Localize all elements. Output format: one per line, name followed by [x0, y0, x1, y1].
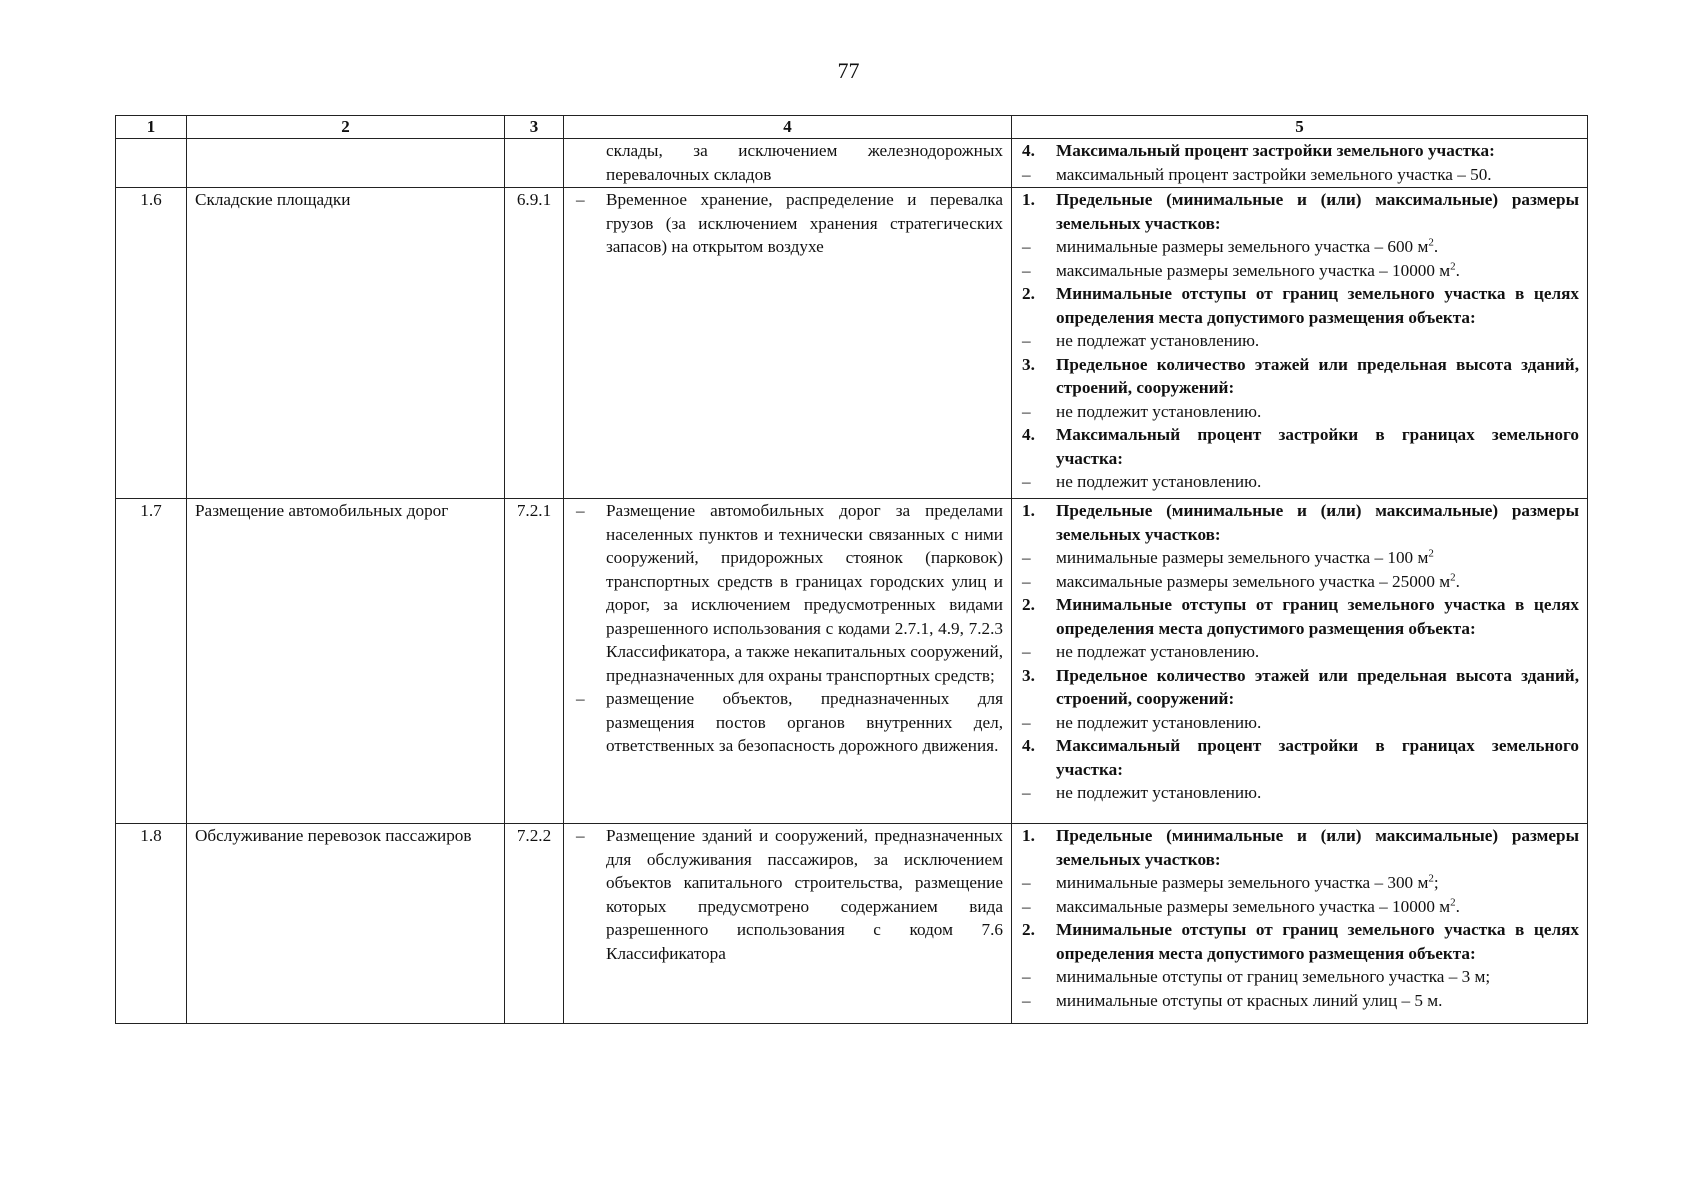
parameter-heading — [1020, 139, 1579, 163]
use-code: 7.2.2 — [505, 824, 564, 1024]
row-number: 1.7 — [116, 499, 187, 824]
header-row — [116, 116, 1588, 139]
parameter-heading — [1020, 423, 1579, 470]
parameter-value — [1020, 640, 1579, 664]
dash-marker: – — [1022, 642, 1031, 661]
parameter-heading — [1020, 188, 1579, 235]
description-list — [572, 499, 1003, 758]
description-item — [572, 499, 1003, 687]
number-marker: 3. — [1022, 665, 1035, 685]
number-marker: 3. — [1022, 354, 1035, 374]
superscript: 2 — [1428, 236, 1434, 249]
number-marker: 2. — [1022, 284, 1035, 303]
dash-marker: – — [576, 501, 585, 520]
parameter-text: не подлежит установлению. — [1056, 401, 1262, 421]
superscript: 2 — [1428, 872, 1434, 885]
use-name: Складские площадки — [187, 188, 505, 499]
parameter-heading — [1020, 664, 1579, 711]
number-marker: 2. — [1022, 920, 1035, 939]
superscript: 2 — [1428, 547, 1434, 560]
table-row — [116, 499, 1588, 824]
number-marker: 2. — [1022, 595, 1035, 614]
parameter-heading — [1020, 824, 1579, 871]
parameter-value — [1020, 965, 1579, 989]
number-marker: 1. — [1022, 826, 1035, 845]
dash-marker: – — [576, 826, 585, 845]
use-name: Размещение автомобильных дорог — [187, 499, 505, 824]
parameter-text: минимальные отступы от красных линий улиц – 5 м. — [1056, 990, 1443, 1010]
row-number: 1.6 — [116, 188, 187, 499]
description-text: размещение объектов, предназначенных для размещения постов органов внутренних дел, ответственных за безопасность дорожного движения. — [606, 689, 1003, 755]
row-number — [116, 139, 187, 188]
parameters — [1012, 139, 1588, 188]
parameter-text: Предельное количество этажей или предельная высота зданий, строений, сооружений: — [1056, 665, 1579, 708]
parameters — [1012, 188, 1588, 499]
use-description — [564, 188, 1012, 499]
superscript: 2 — [1450, 570, 1456, 583]
zoning-table — [115, 115, 1588, 1024]
table-row — [116, 139, 1588, 188]
header-col-2: 2 — [187, 116, 505, 139]
page-number: 77 — [837, 58, 860, 83]
dash-marker: – — [1022, 967, 1031, 986]
dash-marker: – — [1022, 896, 1031, 916]
parameter-text: минимальные размеры земельного участка – 300 м — [1056, 873, 1429, 892]
parameter-value — [1020, 259, 1579, 283]
use-description — [564, 824, 1012, 1024]
dash-marker: – — [1022, 164, 1031, 184]
dash-marker: – — [576, 190, 585, 209]
parameter-tail: . — [1455, 896, 1460, 916]
parameters — [1012, 499, 1588, 824]
description-item — [572, 687, 1003, 758]
use-code: 6.9.1 — [505, 188, 564, 499]
parameter-text: Минимальные отступы от границ земельного участка в целях определения места допустимого размещения объекта: — [1056, 920, 1579, 963]
parameter-text: Минимальные отступы от границ земельного участка в целях определения места допустимого размещения объекта: — [1056, 595, 1579, 638]
parameter-value — [1020, 546, 1579, 570]
dash-marker: – — [1022, 873, 1031, 892]
parameter-text: максимальный процент застройки земельного участка – 50. — [1056, 164, 1492, 184]
number-marker: 1. — [1022, 190, 1035, 209]
parameter-value — [1020, 329, 1579, 353]
parameter-text: максимальные размеры земельного участка – 25000 м — [1056, 571, 1451, 591]
header-col-4: 4 — [564, 116, 1012, 139]
dash-marker: – — [1022, 472, 1031, 491]
parameter-text: не подлежит установлению. — [1056, 712, 1262, 732]
number-marker: 4. — [1022, 736, 1035, 755]
dash-marker: – — [1022, 401, 1031, 421]
description-list — [572, 824, 1003, 965]
parameter-text: Предельные (минимальные и (или) максимальные) размеры земельных участков: — [1056, 826, 1579, 869]
parameter-heading — [1020, 499, 1579, 546]
parameter-value — [1020, 781, 1579, 805]
dash-marker: – — [1022, 237, 1031, 256]
parameter-value — [1020, 989, 1579, 1013]
parameter-text: не подлежит установлению. — [1056, 783, 1262, 802]
parameter-text: не подлежат установлению. — [1056, 642, 1260, 661]
table-body — [116, 139, 1588, 1024]
use-description — [564, 139, 1012, 188]
header-col-5: 5 — [1012, 116, 1588, 139]
dash-marker: – — [1022, 783, 1031, 802]
description-text: склады, за исключением железнодорожных перевалочных складов — [606, 141, 1003, 184]
parameter-text: максимальные размеры земельного участка – 10000 м — [1056, 896, 1451, 916]
parameter-value — [1020, 470, 1579, 494]
number-marker: 4. — [1022, 425, 1035, 444]
dash-marker: – — [1022, 331, 1031, 350]
parameter-heading — [1020, 353, 1579, 400]
dash-marker: – — [1022, 571, 1031, 591]
description-list — [572, 139, 1003, 186]
parameter-tail: . — [1433, 237, 1439, 256]
use-name: Обслуживание перевозок пассажиров — [187, 824, 505, 1024]
parameter-text: Предельные (минимальные и (или) максимальные) размеры земельных участков: — [1056, 190, 1579, 233]
table-row — [116, 824, 1588, 1024]
parameter-value — [1020, 871, 1579, 895]
parameter-text: Предельные (минимальные и (или) максимальные) размеры земельных участков: — [1056, 501, 1579, 544]
description-text: Размещение автомобильных дорог за пределами населенных пунктов и технически связанных с ними сооружений, придорожных стоянок (парковок) транспортных средств в границах городских улиц и дорог, за исключением предусмотренных видами разрешенного использования с кодами 2.7.1, 4.9, 7.2.3 Классификатора, а также некапитальных сооружений, предназначенных для охраны транспортных средств; — [606, 501, 1003, 685]
parameter-value — [1020, 163, 1579, 187]
use-code — [505, 139, 564, 188]
parameter-text: Максимальный процент застройки в границах земельного участка: — [1056, 736, 1579, 779]
number-marker: 1. — [1022, 501, 1035, 520]
description-text: Временное хранение, распределение и перевалка грузов (за исключением хранения стратегических запасов) на открытом воздухе — [606, 190, 1003, 256]
parameter-text: минимальные размеры земельного участка – 600 м — [1056, 237, 1429, 256]
parameter-tail: ; — [1433, 873, 1439, 892]
number-marker: 4. — [1022, 141, 1035, 160]
parameter-heading — [1020, 734, 1579, 781]
description-item — [572, 188, 1003, 259]
parameter-heading — [1020, 282, 1579, 329]
description-item — [572, 824, 1003, 965]
use-description — [564, 499, 1012, 824]
row-number: 1.8 — [116, 824, 187, 1024]
dash-marker: – — [1022, 260, 1031, 280]
parameter-text: максимальные размеры земельного участка – 10000 м — [1056, 260, 1451, 280]
parameter-text: не подлежит установлению. — [1056, 472, 1262, 491]
parameter-value — [1020, 895, 1579, 919]
description-text: Размещение зданий и сооружений, предназначенных для обслуживания пассажиров, за исключением объектов капитального строительства, размещение которых предусмотрено содержанием вида разрешенного использования с кодом 7.6 Классификатора — [606, 826, 1003, 963]
dash-marker: – — [1022, 548, 1031, 567]
parameter-text: Минимальные отступы от границ земельного участка в целях определения места допустимого размещения объекта: — [1056, 284, 1579, 327]
parameter-text: минимальные отступы от границ земельного участка – 3 м; — [1056, 967, 1491, 986]
dash-marker: – — [1022, 990, 1031, 1010]
parameter-tail: . — [1455, 260, 1460, 280]
parameter-heading — [1020, 918, 1579, 965]
parameter-text: Максимальный процент застройки земельного участка: — [1056, 141, 1495, 160]
parameter-text: Максимальный процент застройки в границах земельного участка: — [1056, 425, 1579, 468]
superscript: 2 — [1450, 259, 1456, 272]
parameters — [1012, 824, 1588, 1024]
description-list — [572, 188, 1003, 259]
parameter-text: минимальные размеры земельного участка – 100 м — [1056, 548, 1429, 567]
dash-marker: – — [576, 689, 585, 708]
dash-marker: – — [1022, 712, 1031, 732]
parameter-text: Предельное количество этажей или предельная высота зданий, строений, сооружений: — [1056, 354, 1579, 397]
description-item — [572, 139, 1003, 186]
superscript: 2 — [1450, 895, 1456, 908]
parameter-value — [1020, 711, 1579, 735]
parameter-value — [1020, 400, 1579, 424]
use-name — [187, 139, 505, 188]
table-row — [116, 188, 1588, 499]
parameter-value — [1020, 570, 1579, 594]
parameter-tail: . — [1455, 571, 1460, 591]
header-col-1: 1 — [116, 116, 187, 139]
parameter-heading — [1020, 593, 1579, 640]
use-code: 7.2.1 — [505, 499, 564, 824]
parameter-value — [1020, 235, 1579, 259]
header-col-3: 3 — [505, 116, 564, 139]
parameter-text: не подлежат установлению. — [1056, 331, 1260, 350]
